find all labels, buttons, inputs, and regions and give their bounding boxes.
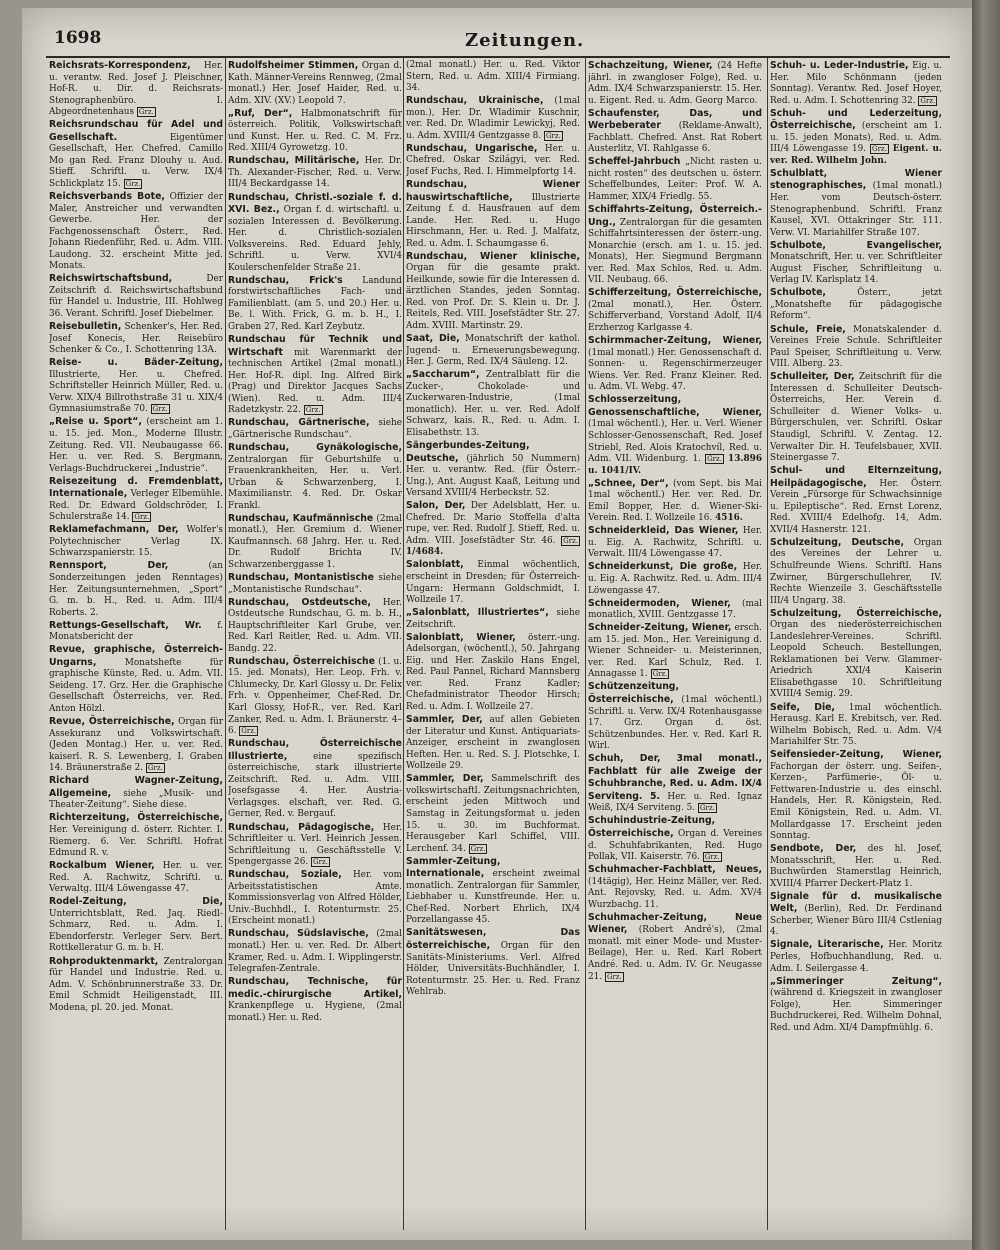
telephone-stamp: Grz. [125,179,141,188]
directory-entry [406,856,580,927]
entry-title: Signale für d. musikalische Welt, [770,890,942,915]
entry-text: (2mal monatl.), Her. Gremium d. Wiener Kaufmannsch. 68 Jahrg. Her. u. Red. Dr. Rudolf Brichta IV. Schwarzenberggasse 1. [228,513,402,570]
directory-entry [49,119,223,190]
directory-entry [770,168,942,239]
entry-text: Illustrierte, Her. u. Chefred. Schriftsteller Heinrich Müller, Red. u. Verw. XIX/4 Billrothstraße 31 u. XIX/4 Gymnasiumstraße 70. [49,369,223,415]
entry-title: Schulblatt, Wiener stenographisches, [770,167,942,192]
entry-title: Rundschau, Soziale, [228,869,342,881]
column-1 [49,60,223,1230]
entry-text: (2mal monatl.), Her. Österr. Schifferverband, Vorstand Adolf, II/4 Erzherzog Karlgasse 4. [588,299,762,334]
telephone-number: 1/4684. [406,547,444,558]
directory-entry [770,60,942,107]
directory-entry [49,273,223,320]
entry-text: (14tägig), Her. Heinz Mäller, ver. Red. Ant. Rejovsky, Red. u. Adm. XV/4 Wurzbachg. 11. [588,876,762,910]
directory-entry [49,620,223,644]
entry-text: Der Zeitschrift d. Reichswirtschaftsbund für Handel u. Industrie, III. Hohlweg 36. Verant. Schriftl. Josef Diebelmer. [49,274,223,319]
entry-text: (1mal monatl.) Her. vom Deutsch-österr. Stenographenbund. Schriftl. Franz Kausel, XVI. Ottakringer Str. 111. Verw. VI. Mariahilfer Straße 107. [770,181,942,238]
directory-entry [406,60,580,95]
directory-entry [406,559,580,606]
entry-title: Sammler, Der, [406,714,483,726]
entry-title: Richterzeitung, Österreichische, [49,812,223,824]
directory-entry [770,702,942,749]
entry-text: Eig. u. Her. Milo Schönmann (jeden Sonntag). Verantw. Red. Josef Hoyer, Red. u. Adm. I. Schottenring 32. [770,61,942,106]
entry-title: Reisezeitung d. Fremdenblatt, Internationale, [49,475,223,500]
directory-entry [228,192,402,275]
entry-text: des hl. Josef, Monatsschrift, Her. u. Red. Buchwürden Stamerstlag Heinrich, XVIII/4 Pfarrer Deckert-Platz 1. [770,844,942,889]
entry-text: Eigentümer Gesellschaft, Her. Chefred. Camillo Mo gan Red. Franz Dlouhy u. Aud. Stieff. Schriftl. u. Verw. IX/4 Schlickplatz 15. [49,132,223,189]
directory-entry [49,812,223,859]
entry-text: Her. u. Chefred. Oskar Szilágyi, ver. Red. Josef Fuchs, Red. I. Himmelpfortg 14. [406,143,580,177]
entry-title: Sanitätswesen, Das österreichische, [406,927,580,951]
column-5 [770,60,942,1230]
entry-title: Schlosserzeitung, Genossenschaftliche, Wiener, [588,394,762,418]
entry-text: 1mal wöchentlich. Herausg. Karl E. Krebitsch, ver. Red. Wilhelm Bobisch, Red. u. Adm. V/4 Mariahilfer Str. 75. [770,702,942,748]
telephone-number: 13.896 u. 1041/IV. [588,454,762,476]
entry-title: Schützenzeitung, Österreichische, [588,681,679,705]
entry-text: Organ des niederösterreichischen Landeslehrer-Vereines. Schriftl. Leopold Scheuch. Bestellungen, Reklamationen bei Verw. Glammer-Ariedrich XXI/4 Kaiserin Elisabethgasse 10. Schriftleitung XVIII/4 Semig. 29. [770,620,942,700]
entry-text: Her. u. Eig. A. Rachwitz. Red. u. Adm. III/4 Löwengasse 47. [588,562,762,596]
entry-text: Wolfer's Polytechnischer Verlag IX. Schwarzspanierstr. 15. [49,525,223,559]
entry-text: (vom Sept. bis Mai 1mal wöchentl.) Her. ver. Red. Dr. Emil Bopper, Her. d. Wiener-Ski-Verein. Red. I. Wollzeile 16. [588,478,762,524]
entry-text: (1mal wöchentl.) Schriftl. u. Verw. IX/4 Rotenhausgasse 17. Grz. Organ d. öst. Schützenbundes. Her. v. Red. Karl R. Wirl. [588,694,762,752]
directory-entry [770,371,942,464]
entry-title: Sammler, Der, [406,773,484,785]
directory-entry [588,912,762,983]
entry-text: Offizier der Maler, Anstreicher und verwandten Gewerbe. Her. der Fachgenossenschaft Österr., Red. Johann Riedenführ, Red. u. Adm. VIII. Laudong. 32. erscheint Mitte jed. Monats. [49,192,223,272]
telephone-stamp: Grz. [652,670,668,679]
directory-entry [770,537,942,607]
directory-entry [406,607,580,631]
entry-text: Zentralblatt für die Zucker-, Chokolade- und Zuckerwaren-Industrie, (1mal monatlich). Her. u. ver. Red. Adolf Schwarz, kais. R., Red. u. Adm. I. Elisabethstr. 13. [406,370,580,438]
directory-entry [406,773,580,855]
directory-entry [406,500,580,559]
directory-entry [49,524,223,560]
entry-title: Schuhmacher-Fachblatt, Neues, [588,864,762,876]
directory-entry [588,753,762,815]
entry-text: (während d. Kriegszeit in zwangloser Folge), Her. Simmeringer Buchdruckerei, Red. Wilhelm Dohnal, Red. und Adm. XI/4 Dampfmühlg. 6. [770,988,942,1033]
directory-entry [228,60,402,107]
entry-text: Zentralorgan für die gesamten Schiffahrtsinteressen der österr.-ung. Monarchie (ersch. am 1. u. 15. jed. Monats), Her. Siegmund Bergmann ver. Red. Max Schlos, Red. u. Adm. VII. Neubaug. 66. [588,217,762,286]
directory-entry [588,561,762,597]
entry-title: Rundschau, Montanistische [228,572,374,584]
entry-text: Krankenpflege u. Hygiene, (2mal monatl.) Her. u. Red. [228,1001,402,1023]
directory-entry [770,749,942,842]
entry-title: „Ruf, Der“, [228,107,293,119]
entry-text: auf allen Gebieten der Literatur und Kunst. Antiquariats-Anzeiger, erscheint in zwanglosen Heften. Her. u. Red. S. J. Plotschke, I. Wollzeile 29. [406,715,580,772]
entry-text: Sammelschrift des volkswirtschaftl. Zeitungsnachrichten, erscheint jeden Mittwoch und Samstag in Zeitungsformat u. jeden 15. u. 30. im Buchformat. Herausgeber Karl Schiffel, VIII. Lerchenf. 34. [406,774,580,854]
directory-entry [588,204,762,287]
directory-entry [406,251,580,333]
entry-title: „Schnee, Der“, [588,477,669,489]
entry-title: Seife, Die, [770,701,835,713]
entry-title: Rundschau, Österreichische [228,655,375,667]
entry-title: Rudolfsheimer Stimmen, [228,60,359,71]
entry-text: Her. vom Arbeitsstatistischen Amte. Kommissionsverlag von Alfred Hölder, Univ.-Buchhdl., I. Rotenturmstr. 25. (Erscheint monatl.) [228,870,402,927]
page-title: Zeitungen. [465,30,585,51]
entry-text: (2mal monatl.) Her. u. ver. Red. Dr. Albert Kramer, Red. u. Adm. I. Wipplingerstr. Telegrafen-Zentrale. [228,929,402,975]
directory-entry [588,864,762,911]
column-2 [228,60,402,1230]
directory-entry [49,416,223,475]
entry-title: Rundschau, Gynäkologische, [228,442,402,453]
directory-entry [770,891,942,939]
entry-text: Organ f. d. wirtschaftl. u. sozialen Interessen d. Bevölkerung. Her. d. Christlich-sozialen Volksvereins. Red. Eduard Jehly, Schriftl. u. Verw. XVI/4 Koulerschenfelder Straße 21. [228,205,402,273]
entry-text: Zentralorgan für Geburtshilfe u. Frauenkrankheiten, Her. u. Verl. Urban & Schwarzenberg, I. Maximilianstr. 4. Red. Dr. Oskar Frankl. [228,454,402,511]
entry-text: Organ für die gesamte prakt. Heilkunde, sowie für die Interessen d. ärztlichen Standes, jeden Sonntag. Red. von Prof. Dr. S. Klein u. Dr. J. Reitels, Red. VIII. Josefstädter Str. 27. Adm. XVIII. Martinstr. 29. [406,263,580,332]
entry-title: „Saccharum“, [406,369,480,381]
directory-entry [406,440,580,500]
entry-title: Reichsrundschau für Adel und Gesellschaft. [49,119,223,143]
entry-title: Sängerbundes-Zeitung, Deutsche, [406,440,530,464]
entry-title: Salon, Der, [406,500,466,512]
entry-text: mit Warenmarkt der technischen Artikel (2mal monatl.) Her. Hof-R. dipl. Ing. Alfred Birk (Prag) und Direktor Jacques Sachs (Wien). Red. u. Adm. III/4 Radetzkystr. 22. [228,347,402,416]
telephone-stamp: Grz. [704,853,720,862]
entry-title: Schulleiter, Der, [770,371,855,383]
entry-text: (1. u. 15. jed. Monats), Her. Leop. Frh. v. Chlumecky, Dr. Karl Glossy u. Dr. Felix Frh. v. Oppenheimer, Chef-Red. Dr. Karl Glossy, Hof-R., ver. Red. Karl Zanker, Red. u. Adm. I. Bräunerstr. 4–6. [228,656,402,737]
entry-title: Sammler-Zeitung, Internationale, [406,855,501,880]
telephone-stamp: Grz. [707,455,722,464]
directory-entry [228,108,402,155]
entry-text: (jährlich 50 Nummern) Her. u. verantw. Red. (für Österr.-Ung.), Ant. August Kaaß, Leitung und Versand XVIII/4 Herbeckstr. 52. [406,453,580,499]
entry-text: (2mal monatl.) Her. u. Red. Viktor Stern, Red. u. Adm. XIII/4 Firmiang. 34. [406,60,580,94]
directory-entry [49,191,223,273]
entry-title: Schulzeitung, Österreichische, [770,607,942,619]
directory-entry [228,656,402,738]
entry-title: Schneidermoden, Wiener, [588,597,731,609]
entry-text: Her. u. Red. Ignaz Weiß, IX/4 Serviteng. 5. [588,791,762,814]
directory-entry [228,738,402,821]
directory-entry [406,333,580,369]
directory-entry [49,716,223,775]
entry-text: Illustrierte Zeitung f. d. Hausfrauen auf dem Lande. Her. Red. u. Hugo Hirschmann, Her. u. Red. J. Malfatz, Red. u. Adm. I. Schaumgasse 6. [406,192,580,249]
directory-entry [228,417,402,441]
entry-title: Schneiderkleid, Das Wiener, [588,525,739,537]
directory-entry [228,442,402,512]
telephone-stamp: Grz. [606,972,622,981]
entry-title: Revue, graphische, Österreich-Ungarns, [49,644,223,668]
directory-entry [588,478,762,525]
entry-text: „Nicht rasten u. nicht rosten“ des deutschen u. österr. Scheffelbundes, Leiter: Prof. W. A. Hammer, XIX/4 Friedlg. 55. [588,157,762,203]
entry-text: Österr., jetzt „Monatshefte für pädagogische Reform“. [770,288,942,322]
entry-title: Schule, Freie, [770,323,846,335]
directory-entry [770,843,942,890]
entry-text: Monatschrift, Her. u. ver. Schriftleiter August Fischer, Schriftleitung u. Verlag IV. Karlsplatz 14. [770,252,942,286]
directory-entry [228,275,402,334]
directory-entry [406,179,580,250]
directory-entry [588,622,762,681]
entry-title: Schulzeitung, Deutsche, [770,536,905,548]
entry-text: Fachorgan der österr. ung. Seifen-, Kerzen-, Parfümerie-, Öl- u. Fettwaren-Industrie u. des einschl. Handels, Her. R. Königstein, Red. Emil Königstein, Red. u. Adm. VI. Mollardgasse 17. Erscheint jeden Sonntag. [770,761,942,842]
directory-entry [49,860,223,896]
column-4 [588,60,762,1230]
entry-text: siehe Zeitschrift. [406,608,580,630]
entry-text: (an Sonderzeitungen jeden Renntages) Her. Zeitungsunternehmen, „Sport“ G. m. b. H., Red. u. Adm. III/4 Roberts. 2. [49,561,223,618]
telephone-stamp: Grz. [147,764,163,773]
directory-entry [228,155,402,191]
entry-text: Her. u. Eig. A. Rachwitz, Schriftl. u. Verwalt. III/4 Löwengasse 47. [588,526,762,560]
entry-text: (24 Hefte jährl. in zwangloser Folge), Red. u. Adm. IX/4 Schwarzspanierstr. 15. Her. u. Eigent. Red. u. Adm. Georg Marco. [588,61,762,106]
entry-title: Schuhindustrie-Zeitung, Österreichische, [588,815,716,839]
directory-entry [49,956,223,1015]
entry-text: (Robert André's), (2mal monatl. mit einer Mode- und Muster-Beilage), Her. u. Red. Karl Robert André. Red. u. Adm. IV. Gr. Neugasse 21. [588,925,762,982]
entry-text: erscheint zweimal monatlich. Zentralorgan für Sammler, Liebhaber u. Kunstfreunde. Her. u. Chef-Red. Norbert Ehrlich, IX/4 Porzellangasse 45. [406,869,580,926]
directory-entry [770,939,942,975]
telephone-stamp: Grz. [545,131,561,140]
entry-title: Schneiderkunst, Die große, [588,561,738,573]
directory-entry [588,598,762,622]
entry-text: Verleger Elbemühle. Red. Dr. Edward Goldschröder, I. Schulerstraße 14. [49,489,223,523]
entry-title: Richard Wagner-Zeitung, Allgemeine, [49,775,223,799]
entry-text: (1mal monatl.) Her. Genossenschaft d. Sonnen- u. Regenschirmerzeuger Wiens. Ver. Red. Franz Kleiner. Red. u. Adm. VI. Webg. 47. [588,347,762,393]
entry-text: (1mal wöchentl.), Her. u. Verl. Wiener Schlosser-Genossenschaft, Red. Josef Striebl, Red. Alois Kratochvíl, Red. u. Adm. VII. Widenburg. 1. [588,419,762,465]
directory-entry [770,240,942,287]
directory-entry [406,632,580,714]
entry-title: Rennsport, Der, [49,560,169,572]
entry-text: ersch. am 15. jed. Mon., Her. Vereinigung d. Wiener Schneider- u. Meisterinnen, ver. Red. Karl Schulz, Red. I. Annagasse 1. [588,623,762,680]
directory-entry [770,324,942,371]
entry-title: Reichsverbands Bote, [49,191,165,203]
telephone-stamp: Grz. [313,858,328,867]
directory-entry [588,525,762,561]
entry-title: Revue, Österreichische, [49,716,175,728]
entry-title: „Reise u. Sport“, [49,416,142,428]
directory-entry [588,60,762,107]
entry-title: Rundschau, Österreichische Illustrierte, [228,738,402,762]
entry-title: Schaufenster, Das, und Werbeberater [588,107,762,132]
telephone-number: 4516. [715,513,743,524]
directory-entry [770,465,942,536]
entry-text: f. Monatsbericht der [49,620,223,643]
entry-text: eine spezifisch österreichische, stark illustrierte Zeitschrift. Red. u. Adm. VIII. Josefsgasse 4. Her. Austria-Verlagsges. elschaft, ver. Red. G. Gerner, Red. v. Bergauf. [228,751,402,820]
entry-text: siehe „Montanistische Rundschau“. [228,573,402,595]
entry-title: Schulbote, Evangelischer, [770,239,942,251]
telephone-stamp: Grz. [563,536,579,545]
entry-title: Reichsrats-Korrespondenz, [49,60,191,71]
column-3 [406,60,580,1230]
directory-entry [49,357,223,416]
entry-title: Rettungs-Gesellschaft, Wr. [49,619,202,631]
telephone-stamp: Grz. [920,96,936,105]
entry-title: Rundschau, Gärtnerische, [228,417,370,429]
directory-entry [588,815,762,863]
directory-entry [588,335,762,394]
entry-title: Rundschau, Christl.-soziale f. d. XVI. Bez., [228,191,402,216]
directory-entry [588,108,762,156]
entry-text: Zentralorgan für Handel und Industrie. Red. u. Adm. V. Schönbrunnerstraße 33. Dr. Emil Schmidt Heiligenstadt, III. Modena, pl. 20. jed. Monat. [49,956,223,1013]
entry-title: Schulbote, [770,287,826,299]
entry-text: Her. Schriftleiter u. Verl. Heinrich Jessen. Schriftleitung u. Geschäftsstelle V. Spengergasse 26. [228,822,402,868]
entry-text: Zeitschrift für die Interessen d. Schulleiter Deutsch-Österreichs, Her. Verein d. Schulleiter d. Wiener Volks- u. Bürgerschulen, ver. Schriftl. Oskar Staudigl, Schriftl. V. Zentag. 12. Verwalter Dir. H. Teufelsbauer, XVII. Steinergasse 7. [770,372,942,464]
entry-title: Signale, Literarische, [770,939,884,951]
page-number: 1698 [54,28,102,48]
entry-text: Landund forstwirtschaftliches Fach- und Familienblatt. (am 5. und 20.) Her. u. Be. l. With. Frick, G. m. b. H., I. Graben 27, Red. Karl Zeybutz. [228,275,402,333]
entry-text: siehe „Musik- und Theater-Zeitung“. Siehe diese. [49,788,223,811]
telephone-number: Eigent. u. ver. Red. Wilhelm John. [770,144,942,166]
entry-text: Organ d. Vereines d. Schuhfabrikanten, Red. Hugo Pollak, VII. Kaiserstr. 76. [588,829,762,863]
entry-title: Rodel-Zeitung, Die, [49,896,223,908]
page-edge [972,0,1000,1250]
entry-title: Reklamefachmann, Der, [49,524,179,536]
directory-entry [406,714,580,773]
entry-title: Schifferzeitung, Österreichische, [588,287,762,299]
entry-title: Rundschau für Technik und Wirtschaft [228,334,402,358]
directory-entry [228,976,402,1024]
directory-entry [770,108,942,168]
telephone-stamp: Grz. [138,108,154,117]
entry-text: Her. u. ver. Red. A. Rachwitz, Schriftl. u. Verwaltg. III/4 Löwengasse 47. [49,861,223,895]
telephone-stamp: Grz. [152,405,168,414]
entry-text: Organ für Assekuranz und Volkswirtschaft. (Jeden Montag.) Her. u. ver. Red. kaiserl. R. S. Lewenberg, I. Graben 14. Bräunerstraße 2. [49,717,223,774]
entry-text: (erscheint am 1. u. 15. jed. Mon., Moderne Illustr. Zeitung. Red. VII. Neubaugasse 66. Her. u. ver. Red. S. Bergmann, Verlags-Buchdruckerei „Industrie“. [49,417,223,474]
entry-title: Salonblatt, Wiener, [406,631,516,643]
directory-entry [49,896,223,955]
entry-text: (erscheint am 1. u. 15. jeden Monats), Red. u. Adm. III/4 Löwengasse 19. [770,121,942,155]
entry-title: „Simmeringer Zeitung“, [770,975,942,987]
entry-text: Einmal wöchentlich, erscheint in Dresden; für Österreich-Ungarn: Hermann Goldschmidt, I. Wollzeile 17. [406,560,580,606]
telephone-stamp: Grz. [305,406,321,415]
entry-text: Monatskalender d. Vereines Freie Schule. Schriftleiter Paul Speiser, Schriftleitung u. Verw. VIII. Alberg. 23. [770,324,942,370]
entry-text: (mal monatlich, XVIII. Gentzgasse 17. [588,598,762,621]
entry-title: Scheffel-Jahrbuch [588,156,681,168]
entry-text: Her. Österr. Verein „Fürsorge für Schwachsinnige u. Epileptische“. Red. Ernst Lorenz, Red. XVIII/4 Edelhofg. 14, Adm. XVII/4 Hasnerstr. 121. [770,478,942,535]
telephone-stamp: Grz. [134,513,150,522]
entry-text: Her. Moritz Perles, Hofbuchhandlung, Red. u. Adm. I. Seilergasse 4. [770,940,942,974]
entry-title: Schuh, Der, 3mal monatl., Fachblatt für alle Zweige der Schuhbranche, Red. u. Adm. IX/4 Serviteng. 5. [588,753,762,802]
entry-title: Rundschau, Wiener klinische, [406,250,580,262]
entry-text: österr.-ung. Adelsorgan, (wöchentl.), 50. Jahrgang Eig. und Her. Zaskilo Hans Engel, Red. Paul Pannel, Richard Mannsberg ver. Red. Franz Kadler; Chefadministrator Theodor Hirsch; Red. u. Adm. I. Wollzeile 27. [406,632,580,713]
directory-entry [228,334,402,417]
entry-title: Rundschau, Militärische, [228,155,360,167]
directory-entry [588,156,762,203]
entry-title: Rohproduktenmarkt, [49,955,159,967]
directory-entry [228,597,402,656]
entry-text: Organ d. Kath. Männer-Vereins Rennweg, (2mal monatl.) Her. Josef Haider, Red. u. Adm. XIV. (XV.) Leopold 7. [228,61,402,106]
directory-entry [49,644,223,715]
entry-text: (1mal mon.), Her. Dr. Wladimir Kuschnir, ver. Red. Dr. Wladimir Lewickyj, Red. u. Adm. XVIII/4 Gentzgasse 8. [406,96,580,141]
entry-text: Her. u. verantw. Red. Josef J. Pleischner, Hof-R. u. Dir. d. Reichsrats-Stenographenbüro. I. Abgeordnetenhaus [49,61,223,118]
entry-title: „Salonblatt, Illustriertes“, [406,607,549,619]
directory-entry [49,775,223,812]
directory-entry [588,394,762,477]
entry-title: Rundschau, Pädagogische, [228,821,375,833]
entry-title: Rundschau, Wiener hauswirtschaftliche, [406,178,580,203]
entry-text: Monatshefte für graphische Künste, Red. u. Adm. VII. Seideng. 17. Grz. Her. die Graphische Gesellschaft Österreichs, ver. Red. Anton Hölzl. [49,657,223,715]
entry-title: Rundschau, Südslavische, [228,928,369,940]
entry-text: Her. Ostdeutsche Rundschau, G. m. b. H., Hauptschriftleiter Karl Grube, ver. Red. Karl Reitler, Red. u. Adm. VII. Bandg. 22. [228,597,402,654]
column-divider [585,58,586,1230]
directory-entry [770,976,942,1035]
directory-entry [49,560,223,619]
entry-title: Rundschau, Ungarische, [406,142,538,154]
entry-text: Monatschrift der kathol. Jugend- u. Erneuerungsbewegung. Her. J. Germ, Red. IX/4 Säuleng. 12. [406,334,580,368]
entry-title: Rundschau, Ukrainische, [406,95,544,107]
directory-entry [228,869,402,928]
directory-entry [228,822,402,869]
telephone-stamp: Grz. [699,804,715,813]
entry-title: Rundschau, Ostdeutsche, [228,596,371,608]
entry-text: siehe „Gärtnerische Rundschau“. [228,418,402,440]
entry-title: Rundschau, Technische, für medic.-chirurgische Artikel, [228,976,402,1000]
directory-entry [228,513,402,572]
column-divider [403,58,404,1230]
entry-title: Seifensieder-Zeitung, Wiener, [770,749,942,761]
telephone-stamp: Grz. [241,727,257,736]
entry-title: Rundschau, Kaufmännische [228,512,374,524]
directory-entry [406,369,580,439]
entry-title: Rockalbum Wiener, [49,860,155,872]
entry-text: Halbmonatschrift für österreich. Politik, Volkswirtschaft und Kunst. Her. u. Red. C. M. Frz. Red. XIII/4 Gyrowetzg. 10. [228,108,402,154]
entry-title: Schuhmacher-Zeitung, Neue Wiener, [588,911,762,936]
directory-entry [406,927,580,998]
entry-title: Schiffahrts-Zeitung, Österreich.-Ung., [588,204,762,228]
entry-title: Reichswirtschaftsbund, [49,273,173,285]
entry-title: Schuh- und Lederzeitung, Österreichische, [770,107,942,132]
entry-title: Salonblatt, [406,559,464,571]
entry-text: Der Adelsblatt, Her. u. Chefred. Dr. Mario Stoffella d'alta rupe, ver. Red. Rudolf J. Stieff, Red. u. Adm. VIII. Josefstädter Str. 46. [406,501,580,546]
entry-title: Schachzeitung, Wiener, [588,60,713,71]
directory-entry [406,95,580,142]
entry-text: Her. Vereinigung d. österr. Richter. I. Riemerg. 6. Ver. Schriftl. Hofrat Edmund R. v. [49,825,223,859]
directory-entry [49,60,223,119]
telephone-stamp: Grz. [871,145,887,154]
entry-text: Unterrichtsblatt, Red. Jaq. Riedl-Schmarz, Red. u. Adm. I. Ebendorferstr. Verleger Serv. Bert. Rottkelleratur G. m. b. H. [49,908,223,954]
header-rule [46,56,950,58]
entry-title: Reise- u. Bäder-Zeitung, [49,357,223,369]
entry-text: (Berlin), Red. Dr. Ferdinand Scherber, Wiener Büro III/4 Cstleniag 4. [770,904,942,938]
directory-entry [49,476,223,524]
entry-title: Saat, Die, [406,333,460,345]
directory-entry [228,572,402,596]
directory-entry [770,608,942,701]
entry-text: Organ des Vereines der Lehrer u. Schulfreunde Wiens. Schriftl. Hans Zwirner, Bürgerschullehrer, IV. Rechte Wienzeile 3. Geschäftsstelle III/4 Ungarg. 38. [770,537,942,606]
entry-text: Organ für den Sanitäts-Ministeriums. Verl. Alfred Hölder, Universitäts-Buchhändler, I. Rotenturmstr. 25. Her. u. Red. Franz Wehlrab. [406,940,580,998]
directory-entry [49,321,223,357]
entry-title: Sendbote, Der, [770,843,857,855]
entry-title: Rundschau, Frick's [228,274,343,286]
entry-title: Schuh- u. Leder-Industrie, [770,60,909,71]
entry-title: Reisebulletin, [49,321,122,333]
directory-entry [406,143,580,179]
directory-entry [588,287,762,334]
entry-text: (Reklame-Anwalt), Fachblatt. Chefred. Anst. Rat Robert Austerlitz, VI. Rahlgasse 6. [588,121,762,155]
column-divider [767,58,768,1230]
entry-title: Schneider-Zeitung, Wiener, [588,622,732,634]
entry-title: Schirmmacher-Zeitung, Wiener, [588,335,762,347]
directory-entry [588,681,762,752]
entry-text: Her. Dr. Th. Alexander-Fischer, Red. u. Verw. III/4 Beckardgasse 14. [228,156,402,190]
telephone-stamp: Grz. [470,844,486,853]
entry-text: Schenker's, Her. Red. Josef Konecis, Her. Reisebüro Schenker & Co., I. Schottenring 13A. [49,322,223,356]
directory-entry [770,287,942,323]
column-divider [225,58,226,1230]
directory-entry [228,928,402,975]
entry-title: Schul- und Elternzeitung, Heilpädagogische, [770,465,942,489]
